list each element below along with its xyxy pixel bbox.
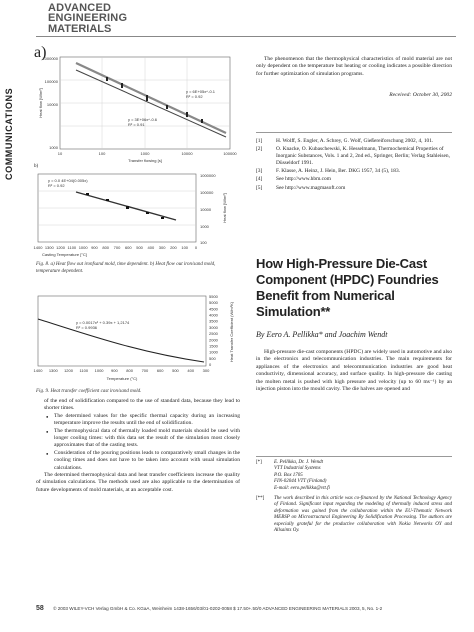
author-footnote: [*] E. Pellikka, Dr. J. Wendt VTT Industrial Systems P.O. Box 1705 FIN-02044 VTT (Finland) E-mail: eero.pellikka@vtt.fi: [256, 460, 330, 491]
tick-label: 2000: [209, 337, 218, 343]
fig8a-eq3: y = 3E+06x^-0.6: [128, 117, 158, 122]
reference-item: [3] F. Klasse, A. Heinz, J. Hein, Ber. DKG 1957, 34 (5), 183.: [256, 168, 400, 175]
fig8b-ytick: 1000000: [200, 173, 216, 178]
fig8a-eq4: R² = 0.91: [128, 122, 145, 127]
fig9-plot-area: [38, 296, 206, 366]
fig8-caption: Fig. 8. a) Heat flow out ironfsand mold, time dependent. b) Heat flow out iron/sand mold, temperature dependent.: [36, 262, 216, 274]
tick-label: 1500: [209, 343, 218, 349]
tick-label: 1000: [94, 368, 104, 373]
fig8-panel-a-label: a): [34, 44, 47, 61]
tick-label: 1100: [67, 245, 77, 250]
tick-label: 500: [136, 245, 143, 250]
fig8b-ytick: 100000: [200, 190, 214, 195]
fig8a-ylabel: Heat flow [W/m²]: [38, 88, 43, 118]
fig8a-ytick: 100000: [44, 79, 58, 84]
tick-label: 300: [202, 368, 210, 373]
tick-label: 3000: [209, 324, 218, 330]
footer-text: © 2003 WILEY-VCH Verlag GmbH & Co. KGaA, Weinheim 1438-1656/03/01-0202-0058 $ 17.50+.50/0 ADVANCED ENGINEERING MATERIALS 2003, 5, No. 1-2: [53, 606, 383, 611]
fig8a-ytick: 1000000: [42, 56, 58, 61]
fig9-yticks: [209, 294, 219, 367]
tick-label: 1300: [44, 245, 54, 250]
funding-footnote: [**] The work described in this article was co-financed by the National Technology Agency of Finland. Significant input regarding the modeling of thermally induced stress and deformation was gained from the collaboration within the EU-Thematic Network MEBSP on Microstructural Engineering By Solidification Processing. The authors are especially grateful for the productive collaboration with Nokia Networks OY and Allsaints Oy.: [256, 496, 452, 534]
tick-label: 4500: [209, 306, 218, 312]
reference-item: [2] O. Knacke, O. Kubaschewski, K. Hesselmann, Thermochemical Properties of Inorganic Substances, Vols. 1 and 2, 2nd ed., Springer, Berlin; Verlag Stahleisen, Düsseldorf 1991.: [256, 146, 450, 167]
tick-label: 1200: [64, 368, 73, 373]
tick-label: 3500: [209, 318, 218, 324]
tick-label: 2500: [209, 331, 218, 337]
tick-label: 1400: [33, 245, 43, 250]
tick-label: 1000: [78, 245, 88, 250]
tick-label: 1200: [56, 245, 66, 250]
fig8a-xtick: 1000: [140, 151, 150, 156]
reference-item: [1] H. Wolff, S. Engler, A. Schrey, G. Wolf, Gießereiforschung 2002, 4, 101.: [256, 138, 434, 144]
tick-label: 600: [124, 245, 132, 250]
conclusion-bullet-list: [44, 413, 240, 472]
section-label: COMMUNICATIONS: [4, 87, 14, 180]
bullet-item: ● The determined values for the specific thermal capacity during an increasing temperature improve the results until the end of solidification.: [54, 413, 240, 428]
tick-label: 5500: [209, 294, 218, 299]
left-final-paragraph: The determined thermophysical data and heat transfer coefficients increase the quality of simulation calculations. The methods used are also applicable to the determination of future developments of mold materials, at an acceptable cost.: [36, 472, 240, 493]
journal-logo-line3: MATERIALS: [48, 23, 112, 35]
fig9-eq1: y = 0.0017x² + 0.39x + 1,2174: [76, 320, 130, 325]
tick-label: 1300: [48, 368, 58, 373]
tick-label: 800: [102, 245, 110, 250]
bullet-item: ● Consideration of the pouring positions leads to comparatively small changes in the cooling times and does not have to be taken into account with usual simulation calculations.: [54, 450, 240, 472]
tick-label: 800: [126, 368, 133, 373]
fig8a-chart: [36, 55, 236, 165]
journal-logo-line2: ENGINEERING: [48, 12, 128, 24]
tick-label: 0: [194, 245, 198, 250]
refs-divider: [256, 132, 452, 133]
fig8a-xtick: 10: [57, 151, 63, 156]
tick-label: 700: [141, 368, 149, 373]
fig8a-eq1: y = 6E+05x^-0.1: [186, 89, 216, 94]
article-authors: By Eero A. Pellikka* and Joachim Wendt: [256, 330, 388, 339]
tick-label: 5000: [209, 300, 218, 306]
tick-label: 400: [187, 368, 195, 373]
right-paragraph-1: The phenomenon that the thermophysical characteristics of mold material are not only dependent on the temperature but heating or cooling indicates a possible direction for further optimization of simulation programs.: [256, 56, 452, 77]
bullet-item: ● The thermophysical data of thermally loaded mold materials should be used with longer cooling times: with this data set the result of the simulation most closely approximates that of the casting tests.: [54, 428, 240, 450]
left-intro-paragraph: of the end of solidification compared to the use of standard data, because they lead to shorter times.: [44, 398, 240, 412]
article-abstract: High-pressure die-cast components (HPDC) are widely used in automotive and also in the electronics and telecommunication industries. The main requirements for appliances of the electronics and telecommunication industries are good heat conductivity, dimensional accuracy, and surface quality. In high-pressure die casting the molten metal is pushed with high pressure and velocity (up to 60 ms⁻¹) by an injection piston into the mould cavity. The die halves are opened and: [256, 349, 452, 393]
received-date: Received: October 30, 2002: [389, 92, 452, 98]
fig8a-ytick: 10000: [46, 102, 58, 107]
tick-label: 200: [170, 245, 177, 250]
section-sidebar: [2, 60, 16, 180]
tick-label: 1400: [33, 368, 43, 373]
tick-label: 0: [209, 362, 212, 367]
fig9-ylabel: Heat Transfer Coefficient (W/m²K): [229, 301, 234, 363]
tick-label: 300: [158, 245, 166, 250]
header-rule: [36, 36, 456, 37]
fig8-panel-b-label: b): [34, 164, 39, 169]
tick-label: 400: [147, 245, 155, 250]
fig8a-xlabel: Transfer flowing [s]: [128, 158, 162, 163]
tick-label: 1100: [79, 368, 89, 373]
fig8a-xtick: 100000: [223, 151, 237, 156]
fig8b-ylabel: Heat flow [W/m²]: [222, 193, 227, 223]
journal-logo-line1: ADVANCED: [48, 2, 112, 14]
tick-label: 500: [209, 355, 216, 361]
fig8b-ytick: 100: [200, 240, 207, 245]
page-number: 58: [36, 605, 44, 612]
article-title: How High-Pressure Die-Cast Component (HPDC) Foundries Benefit from Numerical Simulation**: [256, 256, 439, 319]
reference-item: [5] See http://www.magmasoft.com: [256, 184, 346, 191]
fig9-xlabel: Temperature (°C): [106, 376, 138, 381]
tick-label: 1000: [209, 349, 218, 355]
page-footer: [36, 605, 456, 612]
fig8a-eq2: R² = 0.92: [186, 94, 203, 99]
fig9-eq2: R² = 0.9936: [76, 325, 98, 330]
fig8a-ytick: 1000: [49, 145, 58, 150]
fig9-xticks: [34, 368, 211, 373]
fig8b-chart: [33, 172, 236, 262]
tick-label: 900: [111, 368, 118, 373]
reference-item: [4] See http://www.hbm.com: [256, 176, 331, 183]
fig8b-xticks: [34, 245, 198, 250]
references-list: [256, 138, 452, 193]
left-column-text: [36, 398, 240, 494]
fig8b-eq1: y = 0.0 4E+04(0.005x): [48, 178, 88, 183]
fig9-chart: [33, 294, 240, 386]
fig8a-xtick: 10000: [181, 151, 193, 156]
footnote-divider: [256, 456, 452, 457]
tick-label: 600: [156, 368, 164, 373]
tick-label: 100: [181, 245, 189, 250]
tick-label: 700: [113, 245, 121, 250]
fig9-caption: Fig. 9. Heat transfer coefficient cast iron/sand mold.: [36, 389, 142, 394]
fig8b-ytick: 10000: [200, 207, 212, 212]
fig8b-ytick: 1000: [200, 224, 209, 229]
tick-label: 4000: [209, 312, 218, 318]
tick-label: 900: [91, 245, 98, 250]
fig8a-xtick: 100: [98, 151, 106, 156]
fig8b-xlabel: Casting Temperature [°C]: [42, 252, 87, 257]
tick-label: 500: [172, 368, 179, 373]
fig8b-eq2: R² = 0.92: [48, 183, 65, 188]
